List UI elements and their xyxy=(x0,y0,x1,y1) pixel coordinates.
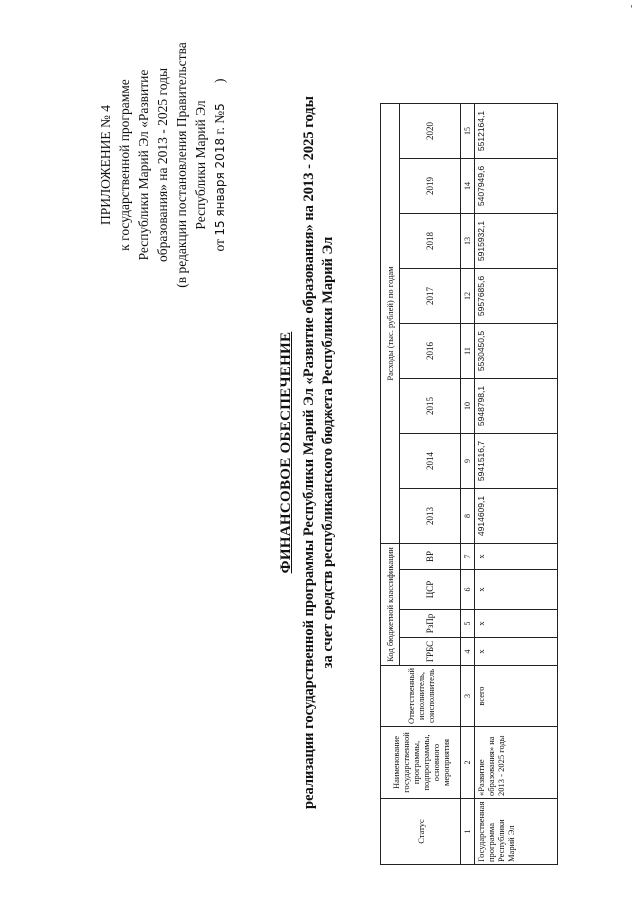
date-suffix: ) xyxy=(212,78,227,104)
header-code-rzpr: РзПр xyxy=(400,610,461,638)
col-num: 4 xyxy=(461,638,475,666)
row-value-2019: 5407949,6 xyxy=(475,159,558,214)
column-number-row xyxy=(461,104,475,865)
annex-line-5: (в редакции постановления Правительства xyxy=(174,42,189,288)
header-year-2019: 2019 xyxy=(400,159,461,214)
financing-table xyxy=(380,103,558,865)
document-subtitle-2: за счет средств республиканского бюджета Республики Марий Эл xyxy=(320,236,336,669)
annex-date-line xyxy=(210,25,230,305)
col-num: 15 xyxy=(461,104,475,159)
header-year-2017: 2017 xyxy=(400,269,461,324)
row-code-vr: х xyxy=(475,544,558,570)
annex-line-4: образования» на 2013 - 2025 годы xyxy=(155,67,170,263)
col-num: 2 xyxy=(461,727,475,799)
header-responsible: Ответственный исполнитель, соисполнитель xyxy=(381,666,461,727)
header-code-csr: ЦСР xyxy=(400,570,461,610)
row-value-2016: 5530450,5 xyxy=(475,324,558,379)
header-budget-code: Код бюджетной классификации xyxy=(381,544,400,666)
col-num: 6 xyxy=(461,570,475,610)
col-num: 5 xyxy=(461,610,475,638)
col-num: 1 xyxy=(461,799,475,865)
col-num: 11 xyxy=(461,324,475,379)
row-code-grbs: х xyxy=(475,638,558,666)
date-prefix: от xyxy=(212,235,227,252)
row-value-2020: 5512164,1 xyxy=(475,104,558,159)
row-value-2018: 5915932,1 xyxy=(475,214,558,269)
header-expenses: Расходы (тыс. рублей) по годам xyxy=(381,104,400,544)
col-num: 7 xyxy=(461,544,475,570)
row-value-2014: 5941516,7 xyxy=(475,434,558,489)
row-responsible: всего xyxy=(475,666,558,727)
row-code-rzpr: х xyxy=(475,610,558,638)
header-row-1 xyxy=(381,104,400,865)
table-row xyxy=(475,104,558,865)
row-value-2017: 5957685,6 xyxy=(475,269,558,324)
col-num: 12 xyxy=(461,269,475,324)
row-value-2015: 5948798,1 xyxy=(475,379,558,434)
annex-line-6: Республики Марий Эл xyxy=(193,100,208,230)
header-code-vr: ВР xyxy=(400,544,461,570)
handwritten-number: 5 xyxy=(213,103,227,111)
annex-line-3: Республики Марий Эл «Развитие xyxy=(136,69,151,261)
header-code-grbs: ГРБС xyxy=(400,638,461,666)
annex-title: ПРИЛОЖЕНИЕ № 4 xyxy=(98,104,113,226)
edge-mark: - xyxy=(626,4,637,8)
row-value-2013: 4914609,1 xyxy=(475,489,558,544)
handwritten-date: 15 января 2018 xyxy=(213,137,227,236)
document-title: ФИНАНСОВОЕ ОБЕСПЕЧЕНИЕ xyxy=(278,331,294,574)
number-label: г. № xyxy=(212,110,227,138)
row-status: Государственная программа Республики Марий Эл xyxy=(475,799,558,865)
header-year-2014: 2014 xyxy=(400,434,461,489)
document-subtitle: реализации государственной программы Республики Марий Эл «Развитие образования» на 2013 - 2025 годы xyxy=(301,96,317,809)
header-year-2018: 2018 xyxy=(400,214,461,269)
annex-header xyxy=(96,25,230,305)
header-year-2013: 2013 xyxy=(400,489,461,544)
header-name: Наименование государственной программы, подпрограммы, основного мероприятия xyxy=(381,727,461,799)
header-status: Статус xyxy=(381,799,461,865)
header-year-2020: 2020 xyxy=(400,104,461,159)
col-num: 9 xyxy=(461,434,475,489)
row-code-csr: х xyxy=(475,570,558,610)
annex-line-2: к государственной программе xyxy=(117,79,132,251)
document-heading xyxy=(276,0,338,905)
col-num: 14 xyxy=(461,159,475,214)
header-year-2016: 2016 xyxy=(400,324,461,379)
col-num: 13 xyxy=(461,214,475,269)
col-num: 10 xyxy=(461,379,475,434)
col-num: 8 xyxy=(461,489,475,544)
header-year-2015: 2015 xyxy=(400,379,461,434)
row-name: «Развитие образования» на 2013 - 2025 годы xyxy=(475,727,558,799)
col-num: 3 xyxy=(461,666,475,727)
